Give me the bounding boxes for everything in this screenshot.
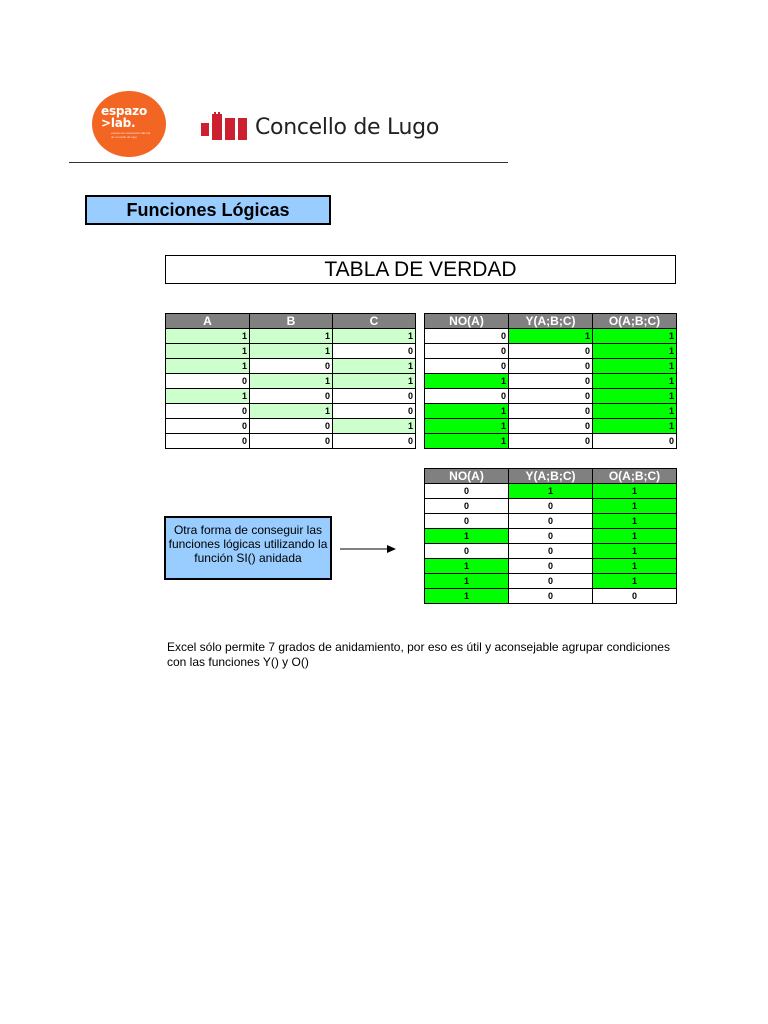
table-cell: 1 <box>593 544 677 559</box>
table-cell: 1 <box>425 559 509 574</box>
table-cell: 1 <box>593 574 677 589</box>
table-cell: 1 <box>425 589 509 604</box>
table-row <box>166 374 416 389</box>
table-row <box>425 574 677 589</box>
table-cell: 1 <box>425 419 509 434</box>
table-cell: 0 <box>509 514 593 529</box>
table-cell: 0 <box>593 589 677 604</box>
table-cell: 1 <box>166 344 250 359</box>
table-cell: 0 <box>425 544 509 559</box>
column-header-o: O(A;B;C) <box>593 314 677 329</box>
table-cell: 0 <box>509 529 593 544</box>
table-cell: 0 <box>425 329 509 344</box>
table-cell: 1 <box>425 404 509 419</box>
table-row <box>425 344 677 359</box>
table-cell: 1 <box>166 359 250 374</box>
table-cell: 0 <box>509 389 593 404</box>
table-row <box>425 514 677 529</box>
column-header-y: Y(A;B;C) <box>509 314 593 329</box>
header-divider <box>69 162 508 163</box>
table-cell: 1 <box>593 359 677 374</box>
table-cell: 0 <box>425 484 509 499</box>
table-cell: 1 <box>593 484 677 499</box>
table-cell: 1 <box>593 499 677 514</box>
table-cell: 1 <box>250 344 333 359</box>
espazo-lab-logo-text: espazo >lab. <box>101 104 147 130</box>
table-cell: 0 <box>593 434 677 449</box>
results-table-primary <box>424 313 677 449</box>
table-cell: 1 <box>593 559 677 574</box>
table-cell: 0 <box>250 359 333 374</box>
table-cell: 0 <box>509 374 593 389</box>
table-cell: 0 <box>509 434 593 449</box>
table-row <box>425 484 677 499</box>
table-row <box>166 404 416 419</box>
table-row <box>166 329 416 344</box>
truth-table-title: TABLA DE VERDAD <box>165 255 676 284</box>
table-cell: 0 <box>425 359 509 374</box>
table-row <box>425 544 677 559</box>
column-header-no: NO(A) <box>425 469 509 484</box>
table-cell: 0 <box>333 344 416 359</box>
table-cell: 1 <box>250 374 333 389</box>
table-cell: 1 <box>593 514 677 529</box>
table-row <box>425 529 677 544</box>
table-cell: 1 <box>593 329 677 344</box>
table-row <box>166 389 416 404</box>
table-row <box>425 434 677 449</box>
nesting-footnote: Excel sólo permite 7 grados de anidamiento, por eso es útil y aconsejable agrupar condiciones con las funciones Y() y O() <box>167 640 670 669</box>
table-cell: 0 <box>509 499 593 514</box>
table-cell: 1 <box>593 404 677 419</box>
column-header-y: Y(A;B;C) <box>509 469 593 484</box>
table-cell: 0 <box>509 559 593 574</box>
table-cell: 0 <box>509 359 593 374</box>
table-cell: 0 <box>166 434 250 449</box>
table-cell: 0 <box>425 389 509 404</box>
table-row <box>425 389 677 404</box>
table-cell: 0 <box>425 344 509 359</box>
table-cell: 1 <box>509 329 593 344</box>
table-cell: 1 <box>250 329 333 344</box>
table-cell: 0 <box>166 374 250 389</box>
table-cell: 1 <box>425 374 509 389</box>
table-cell: 1 <box>593 344 677 359</box>
results-table-nested-si <box>424 468 677 604</box>
table-cell: 0 <box>333 404 416 419</box>
table-row <box>425 559 677 574</box>
table-cell: 1 <box>333 419 416 434</box>
table-cell: 1 <box>509 484 593 499</box>
table-cell: 0 <box>509 544 593 559</box>
column-header-c: C <box>333 314 416 329</box>
table-cell: 1 <box>425 574 509 589</box>
inputs-table <box>165 313 416 449</box>
column-header-a: A <box>166 314 250 329</box>
table-row <box>166 434 416 449</box>
column-header-b: B <box>250 314 333 329</box>
table-row <box>166 344 416 359</box>
table-cell: 0 <box>509 404 593 419</box>
espazo-lab-tagline: espazo de orientación laboral do concello de lugo <box>111 131 151 139</box>
table-cell: 0 <box>509 344 593 359</box>
column-header-no: NO(A) <box>425 314 509 329</box>
table-cell: 1 <box>593 419 677 434</box>
table-cell: 1 <box>333 329 416 344</box>
nested-si-note: Otra forma de conseguir las funciones lógicas utilizando la función SI() anidada <box>164 516 332 580</box>
table-cell: 1 <box>593 389 677 404</box>
inputs-header-row <box>166 314 416 329</box>
table-cell: 0 <box>425 499 509 514</box>
table-cell: 1 <box>333 374 416 389</box>
table-cell: 0 <box>250 419 333 434</box>
table-cell: 0 <box>509 589 593 604</box>
results-header-row <box>425 314 677 329</box>
table-cell: 1 <box>166 389 250 404</box>
table-cell: 0 <box>509 419 593 434</box>
table-cell: 1 <box>593 374 677 389</box>
table-row <box>166 359 416 374</box>
table-cell: 0 <box>250 389 333 404</box>
table-row <box>425 359 677 374</box>
table-row <box>425 589 677 604</box>
table-cell: 0 <box>509 574 593 589</box>
table-cell: 1 <box>250 404 333 419</box>
espazo-lab-logo <box>92 91 166 157</box>
table-cell: 1 <box>166 329 250 344</box>
table-cell: 1 <box>425 434 509 449</box>
results-header-row <box>425 469 677 484</box>
table-row <box>425 374 677 389</box>
arrow-right-icon <box>340 543 396 555</box>
section-title: Funciones Lógicas <box>85 195 331 225</box>
table-cell: 1 <box>593 529 677 544</box>
table-row <box>425 499 677 514</box>
table-cell: 0 <box>250 434 333 449</box>
table-row <box>166 419 416 434</box>
column-header-o: O(A;B;C) <box>593 469 677 484</box>
table-row <box>425 419 677 434</box>
table-cell: 0 <box>425 514 509 529</box>
table-cell: 0 <box>166 404 250 419</box>
table-cell: 1 <box>333 359 416 374</box>
table-cell: 0 <box>333 389 416 404</box>
table-cell: 0 <box>333 434 416 449</box>
table-row <box>425 404 677 419</box>
lugo-emblem-icon <box>201 112 247 142</box>
table-cell: 1 <box>425 529 509 544</box>
table-cell: 0 <box>166 419 250 434</box>
table-row <box>425 329 677 344</box>
concello-de-lugo-name: Concello de Lugo <box>255 115 440 140</box>
